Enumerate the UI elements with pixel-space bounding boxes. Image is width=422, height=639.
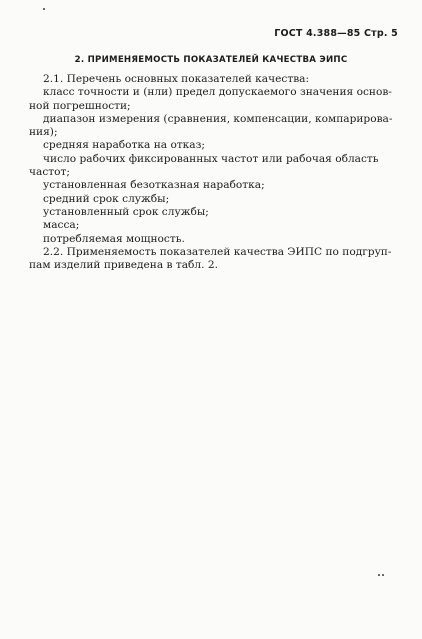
list-item-range-cont: ния); [29,126,58,139]
list-item-frequencies-cont: частот; [29,166,70,179]
list-item-power: потребляемая мощность. [43,232,185,245]
paragraph-2-1: 2.1. Перечень основных показателей качества: [43,73,310,85]
list-item-range: диапазон измерения (сравнения, компенсации, компарирова- [43,112,393,125]
list-item-accuracy-cont: ной погрешности; [29,99,131,112]
list-item-frequencies: число рабочих фиксированных частот или рабочая область [43,152,379,165]
scan-speck [43,8,45,10]
section-title: 2. ПРИМЕНЯЕМОСТЬ ПОКАЗАТЕЛЕЙ КАЧЕСТВА ЭИПС [74,55,348,65]
paragraph-2-2: 2.2. Применяемость показателей качества ЭИПС по подгруп- [43,245,392,258]
list-item-failsafe: установленная безотказная наработка; [43,179,265,192]
list-item-mtbf: средняя наработка на отказ; [43,139,205,152]
scan-speck [382,574,384,576]
list-item-set-life: установленный срок службы; [43,205,209,218]
section-body [29,73,400,272]
list-item-accuracy: класс точности и (нли) предел допускаемого значения основ- [43,86,392,99]
list-item-mass: масса; [43,219,80,232]
paragraph-2-2-cont: пам изделий приведена в табл. 2. [29,259,218,272]
list-item-mean-life: средний срок службы; [43,192,170,205]
page-header: ГОСТ 4.388—85 Стр. 5 [274,28,398,39]
scan-speck [378,574,380,576]
